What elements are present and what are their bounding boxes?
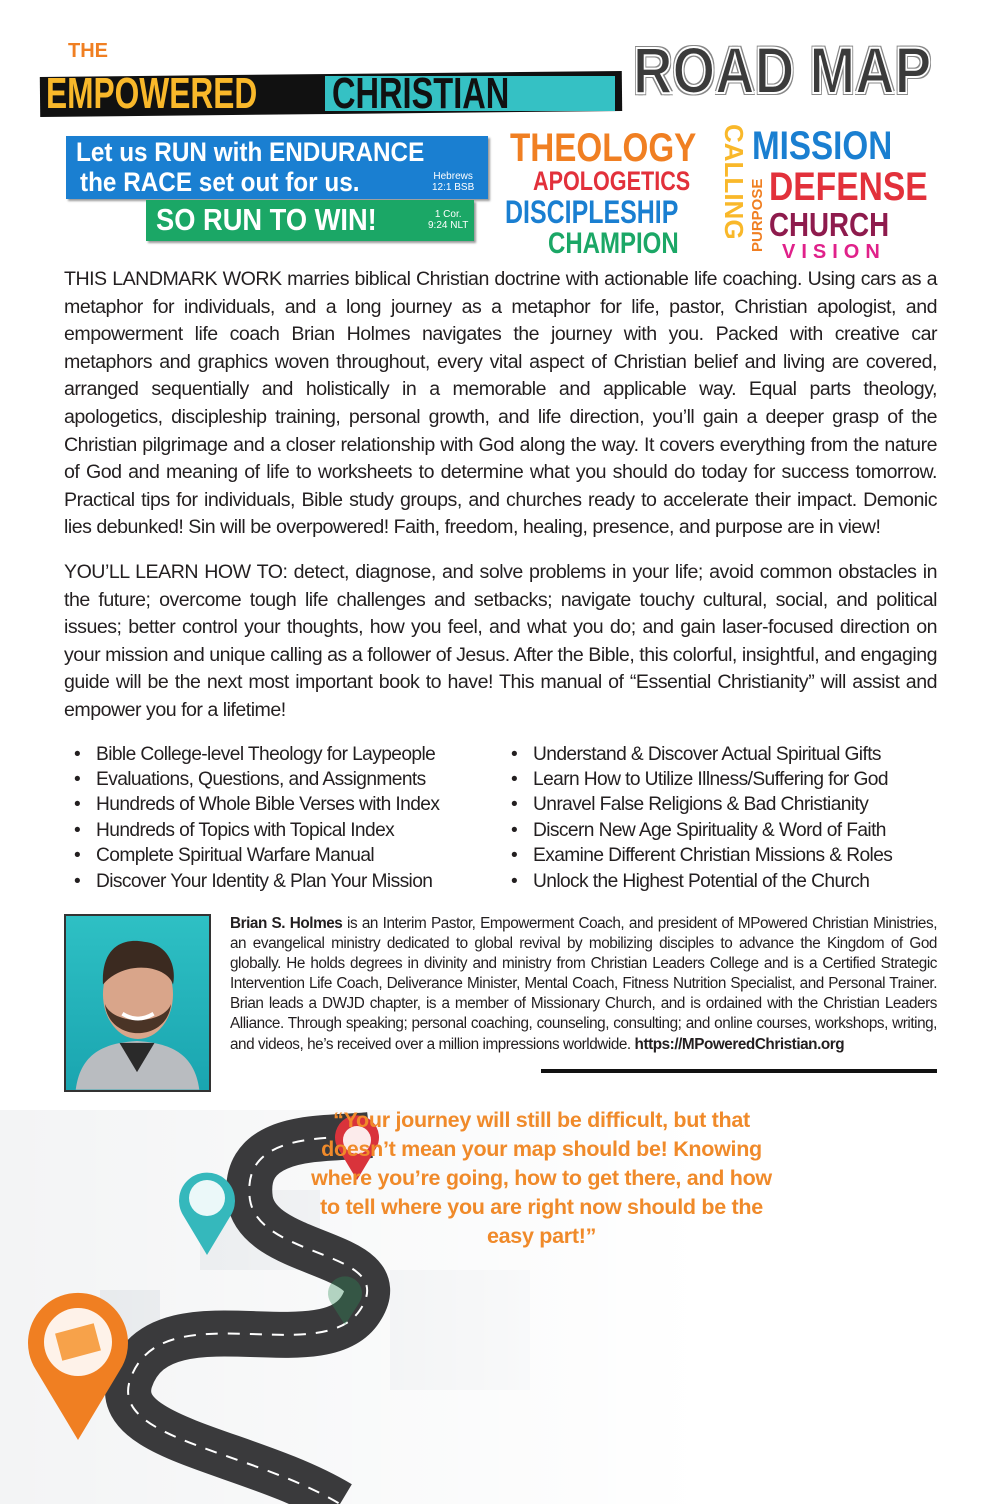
- description-paragraph: THIS LANDMARK WORK marries biblical Christian doctrine with actionable life coaching. Using cars as a metaphor for individuals, and a long journey as a metaphor for life, pastor, Christian apologist, and empowerment life coach Brian Holmes navigates the journey with you. Packed with creative car metaphors and graphics woven throughout, every vital aspect of Christian belief and living are covered, arranged sequentially and holistically in a memorable and applicable way. Equal parts theology, apologetics, discipleship training, personal growth, and life direction, you’ll gain a deeper grasp of the Christian pilgrimage and a closer relationship with God along the way. It covers everything from the nature of God and meaning of life to worksheets to determine what you should do today for success tomorrow. Practical tips for individuals, Bible study groups, and churches ready to accelerate their impact. Demonic lies debunked! Sin will be overpowered! Faith, freedom, healing, presence, and purpose are in view!: [64, 268, 937, 539]
- word-champion: CHAMPION: [548, 227, 679, 260]
- author-bio-text: is an Interim Pastor, Empowerment Coach, and president of MPowered Christian Ministries, an evangelical ministry dedicated to global revival by mobilizing disciples to advance the Kingdom of God globally. He holds degrees in divinity and ministry from Christian Leaders College and is a Certified Strategic Intervention Life Coach, Deliverance Minister, Mental Coach, Fitness Nutrition Specialist, and Personal Trainer. Brian leads a DWJD chapter, is a member of Missionary Church, and is ordained with the Christian Leaders Alliance. Through speaking; personal coaching, counseling, consulting; and online courses, workshops, writing, and videos, he’s received over a million impressions worldwide.: [230, 914, 937, 1053]
- title-empowered: EMPOWERED: [46, 69, 258, 118]
- author-quote: “Your journey will still be difficult, but that doesn’t mean your map should be! Knowing where you’re going, how to get there, and how to tell where you are right now should be the easy part!”: [311, 1107, 772, 1248]
- feature-item: • Unlock the Highest Potential of the Church: [501, 869, 937, 894]
- feature-item: • Discover Your Identity & Plan Your Mission: [64, 869, 501, 894]
- verse-line-2: the RACE set out for us.: [80, 167, 360, 197]
- feature-item: • Understand & Discover Actual Spiritual Gifts: [501, 742, 937, 767]
- verse-box-corinthians: [146, 200, 474, 241]
- features-list-right: [501, 742, 937, 894]
- feature-item: • Hundreds of Whole Bible Verses with Index: [64, 792, 501, 817]
- word-church: CHURCH: [769, 206, 890, 243]
- feature-item: • Unravel False Religions & Bad Christianity: [501, 792, 937, 817]
- verse-line-1: Let us RUN with ENDURANCE: [76, 137, 425, 167]
- divider: [541, 1069, 937, 1073]
- title-road-map: ROAD MAP: [633, 33, 932, 107]
- feature-item: • Bible College-level Theology for Laypeople: [64, 742, 501, 767]
- feature-item: • Examine Different Christian Missions & Roles: [501, 843, 937, 868]
- feature-item: • Complete Spiritual Warfare Manual: [64, 843, 501, 868]
- feature-item: • Hundreds of Topics with Topical Index: [64, 818, 501, 843]
- word-apologetics: APOLOGETICS: [533, 166, 691, 196]
- author-name: Brian S. Holmes: [230, 914, 343, 932]
- verse-ref-book: Hebrews: [433, 171, 473, 182]
- author-website-link[interactable]: https://MPoweredChristian.org: [634, 1035, 845, 1053]
- word-discipleship: DISCIPLESHIP: [505, 194, 679, 230]
- word-defense: DEFENSE: [769, 165, 928, 209]
- verse-ref2-book: 1 Cor.: [434, 209, 462, 220]
- title-the: THE: [68, 40, 108, 62]
- features-list-left: [64, 742, 501, 894]
- word-calling: CALLING: [719, 124, 749, 240]
- feature-item: • Learn How to Utilize Illness/Suffering for God: [501, 767, 937, 792]
- verse-ref2-chapter: 9:24 NLT: [428, 220, 469, 231]
- word-vision: VISION: [782, 241, 886, 263]
- word-theology: THEOLOGY: [510, 126, 697, 170]
- main-content: [64, 266, 937, 1251]
- run-to-win: SO RUN TO WIN!: [156, 202, 377, 237]
- author-section: [64, 914, 937, 1092]
- feature-item: • Discern New Age Spirituality & Word of Faith: [501, 818, 937, 843]
- title-christian: CHRISTIAN: [332, 69, 510, 118]
- learn-paragraph: YOU’LL LEARN HOW TO: detect, diagnose, and solve problems in your life; avoid common obstacles in the future; overcome tough life challenges and setbacks; navigate touchy cultural, social, and political issues; better control your thoughts, how you feel, and what you do; and gain laser-focused direction on your mission and unique calling as a follower of Jesus. After the Bible, this colorful, insightful, and engaging guide will be the next most important book to have! This manual of “Essential Christianity” will assist and empower you for a lifetime!: [64, 560, 937, 721]
- verse-box-hebrews: [66, 136, 488, 199]
- features: [64, 742, 937, 894]
- verse-ref-chapter: 12:1 BSB: [432, 182, 475, 193]
- author-bio: [230, 914, 937, 1055]
- feature-item: • Evaluations, Questions, and Assignments: [64, 767, 501, 792]
- word-purpose: PURPOSE: [749, 178, 766, 252]
- author-photo: [64, 914, 211, 1092]
- word-mission: MISSION: [752, 124, 893, 168]
